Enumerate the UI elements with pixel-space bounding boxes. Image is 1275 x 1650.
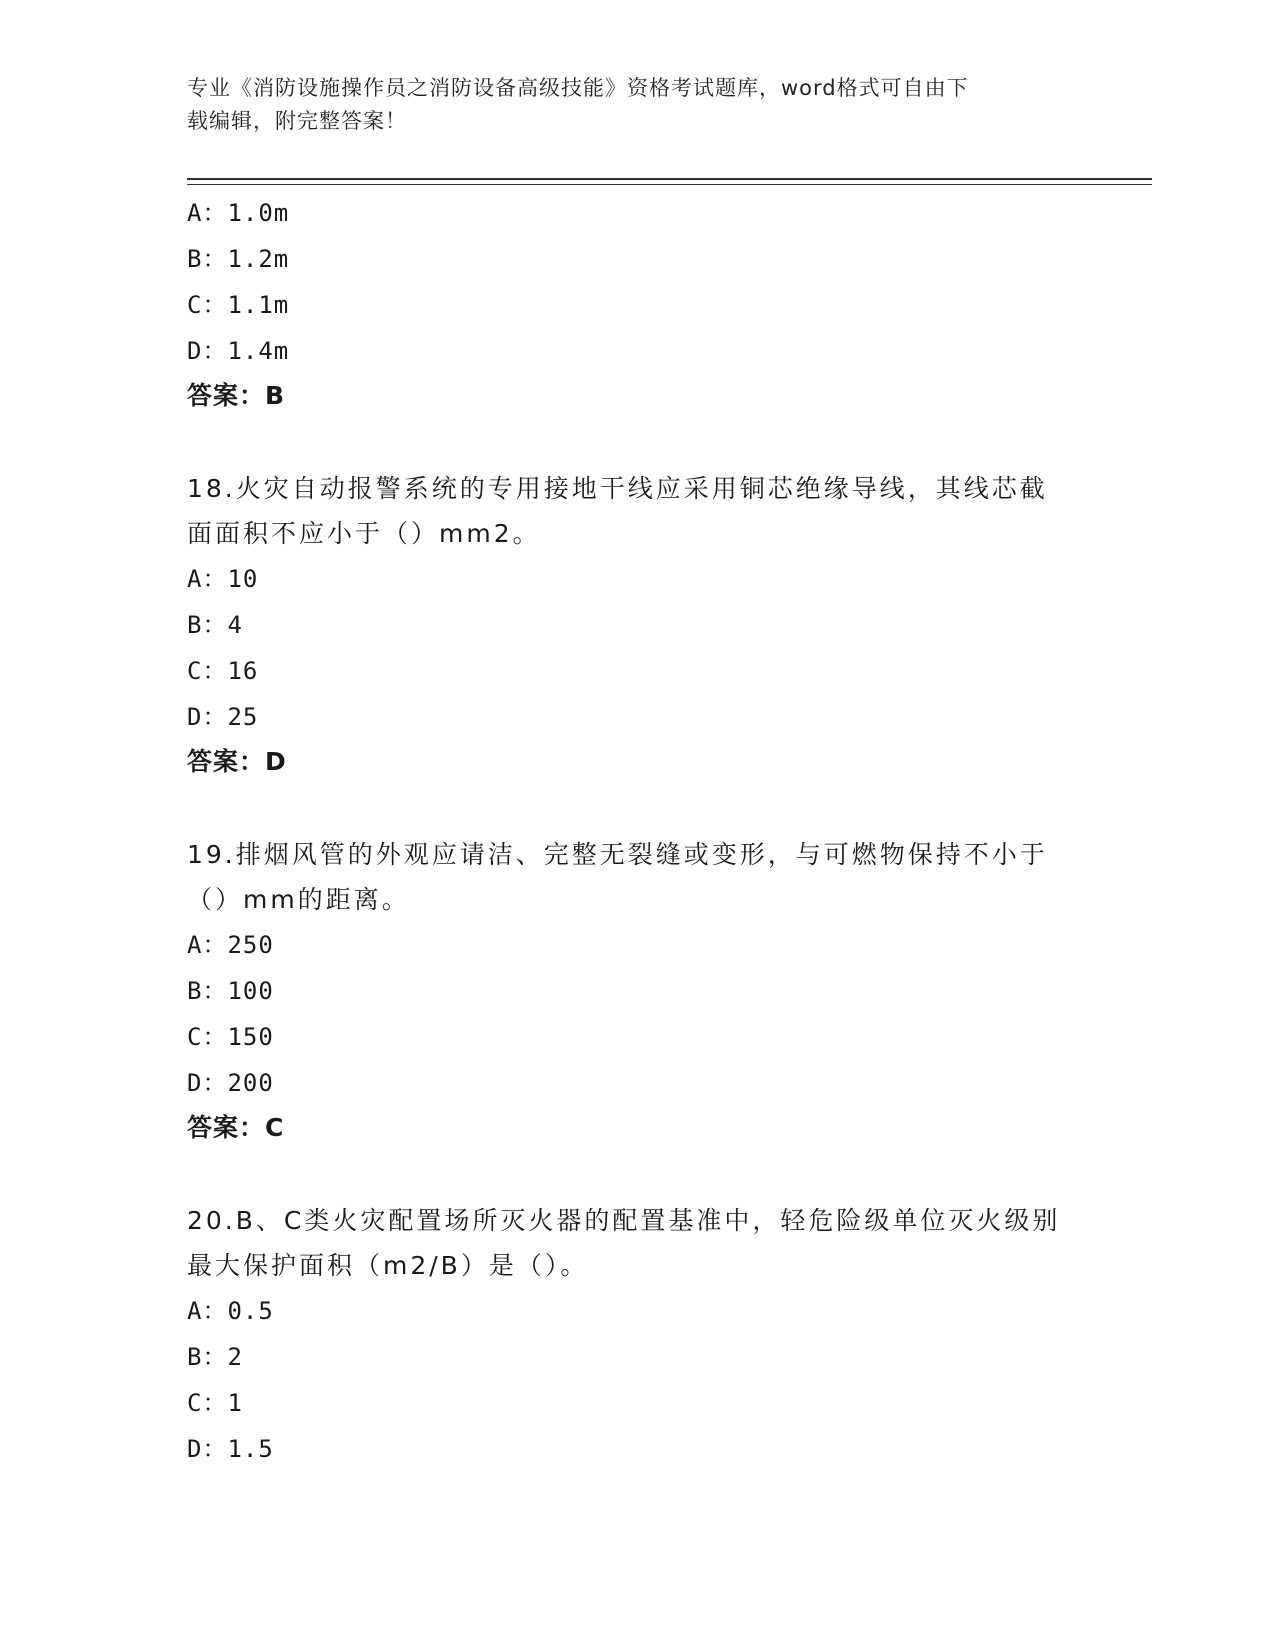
question-text [187, 1198, 1087, 1288]
question-20 [187, 1198, 1087, 1472]
question-list [187, 190, 1087, 1472]
document-header [187, 72, 1067, 138]
option-c: C：16 [187, 657, 259, 685]
question-text [187, 466, 1087, 556]
option-b: B：1.2m [187, 245, 290, 273]
question-text-line-2: 最大保护面积（m2/B）是（）。 [187, 1251, 589, 1280]
header-divider [187, 178, 1152, 185]
option-b: B：4 [187, 611, 243, 639]
option-a: A：250 [187, 931, 274, 959]
answer: 答案：B [187, 381, 286, 410]
answer: 答案：C [187, 1113, 285, 1142]
question-19 [187, 832, 1087, 1150]
header-line-2: 载编辑，附完整答案！ [187, 109, 407, 133]
option-c: C：1 [187, 1389, 243, 1417]
option-b: B：2 [187, 1343, 243, 1371]
option-c: C：1.1m [187, 291, 290, 319]
question-text [187, 832, 1087, 922]
question-text-line-2: （）mm的距离。 [187, 885, 410, 914]
header-line-1: 专业《消防设施操作员之消防设备高级技能》资格考试题库，word格式可自由下 [187, 76, 969, 100]
option-d: D：200 [187, 1069, 274, 1097]
option-c: C：150 [187, 1023, 274, 1051]
question-text-line-2: 面面积不应小于（）mm2。 [187, 519, 541, 548]
option-d: D：1.5 [187, 1435, 274, 1463]
question-17 [187, 190, 1087, 418]
option-b: B：100 [187, 977, 274, 1005]
question-text-line-1: 18.火灾自动报警系统的专用接地干线应采用铜芯绝缘导线，其线芯截 [187, 474, 1048, 503]
option-d: D：25 [187, 703, 259, 731]
question-text-line-1: 19.排烟风管的外观应请洁、完整无裂缝或变形，与可燃物保持不小于 [187, 840, 1048, 869]
answer: 答案：D [187, 747, 287, 776]
question-text-line-1: 20.B、C类火灾配置场所灭火器的配置基准中，轻危险级单位灭火级别 [187, 1206, 1061, 1235]
option-a: A：10 [187, 565, 259, 593]
option-a: A：1.0m [187, 199, 290, 227]
question-18 [187, 466, 1087, 784]
option-a: A：0.5 [187, 1297, 274, 1325]
option-d: D：1.4m [187, 337, 290, 365]
